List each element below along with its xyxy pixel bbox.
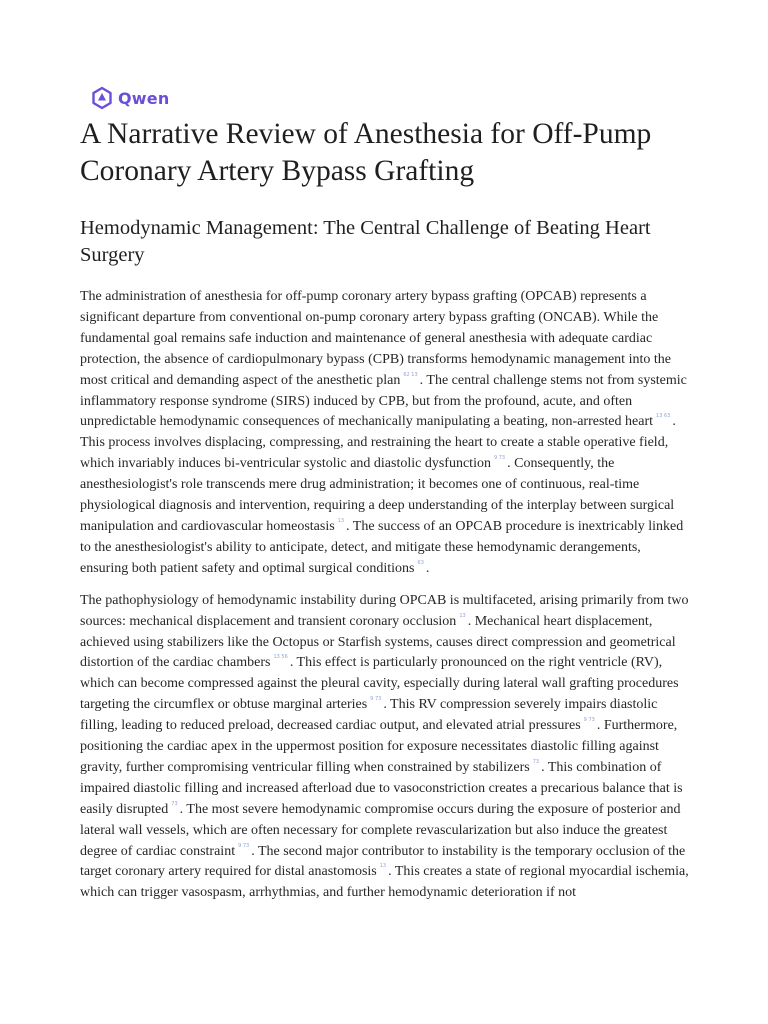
paragraph-text: . This creates a state of regional myocardial ischemia, which can trigger vasospasm, arrhythmias, and further hemodynamic deterioration if not (80, 864, 689, 901)
paragraphs-container (80, 287, 692, 904)
citation-marker[interactable]: 13 (337, 517, 345, 524)
paragraph-text: . The second major contributor to instability is the temporary occlusion of the target coronary artery required for distal anastomosis (80, 843, 686, 880)
paragraph-text: . Furthermore, positioning the cardiac apex in the uppermost position for exposure necessitates diastolic filling against gravity, further compromising ventricular filling when constrained by stabilizers (80, 718, 678, 775)
brand-name: Qwen (118, 88, 170, 108)
citation-marker[interactable]: 13 56 (273, 654, 288, 661)
citation-marker[interactable]: 13 (379, 863, 387, 870)
citation-marker[interactable]: 9 73 (238, 842, 250, 849)
paragraph-text: . This process involves displacing, compressing, and restraining the heart to create a stable operative field, which invariably induces bi-ventricular systolic and diastolic dysfunction (80, 414, 676, 472)
qwen-logo-icon (90, 86, 114, 110)
paragraph-text: . This RV compression severely impairs diastolic filling, leading to reduced preload, decreased cardiac output, and elevated atrial pressures (80, 697, 658, 734)
citation-marker[interactable]: 62 13 (403, 371, 418, 378)
citation-marker[interactable]: 9 73 (370, 696, 382, 703)
paragraph-text: The administration of anesthesia for off-pump coronary artery bypass grafting (OPCAB) represents a significant departure from conventional on-pump coronary artery bypass grafting (ONCAB). While the fundamental goal remains safe induction and maintenance of general anesthesia with adequate cardiac protection, the absence of cardiopulmonary bypass (CPB) transforms hemodynamic management into the most critical and demanding aspect of the anesthetic plan (80, 289, 671, 388)
citation-marker[interactable]: 63 (417, 559, 424, 566)
document-body (80, 116, 692, 915)
paragraph-text: . The success of an OPCAB procedure is inextricably linked to the anesthesiologist's ability to anticipate, detect, and mitigate these hemodynamic derangements, ensuring both patient safety and optimal surgical conditions (80, 518, 684, 576)
paragraph-text: . This combination of impaired diastolic filling and increased afterload due to vasoconstriction creates a precarious balance that is easily disrupted (80, 759, 683, 817)
citation-marker[interactable]: 9 73 (583, 717, 595, 724)
citation-marker[interactable]: 13 63 (656, 413, 671, 420)
paragraph-text: . Consequently, the anesthesiologist's role transcends mere drug administration; it becomes one of continuous, real-time physiological diagnosis and intervention, requiring a deep understanding of the interplay between surgical manipulation and cardiovascular homeostasis (80, 456, 675, 534)
paragraph-text: . The central challenge stems not from systemic inflammatory response syndrome (SIRS) induced by CPB, but from the profound, acute, and often unpredictable hemodynamic consequences of mechanically manipulating a beating, non-arrested heart (80, 372, 687, 430)
brand-logo (90, 86, 169, 110)
paragraph (80, 287, 692, 580)
paragraph-text: . The most severe hemodynamic compromise occurs during the exposure of posterior and lateral wall vessels, which are often necessary for complete revascularization but also induce the greatest degree of cardiac constraint (80, 801, 681, 859)
citation-marker[interactable]: 9 73 (493, 455, 506, 462)
document-title: A Narrative Review of Anesthesia for Off-Pump Coronary Artery Bypass Grafting (80, 118, 652, 187)
paragraph-text: . (425, 560, 430, 576)
paragraph (80, 591, 692, 905)
section-heading: Hemodynamic Management: The Central Challenge of Beating Heart Surgery (80, 217, 651, 266)
paragraph-text: . Mechanical heart displacement, achieved using stabilizers like the Octopus or Starfish systems, causes direct compression and geometrical distortion of the cardiac chambers (80, 613, 676, 671)
citation-marker[interactable]: 73 (171, 800, 178, 807)
paragraph-text: . This effect is particularly pronounced on the right ventricle (RV), which can become compressed against the pleural cavity, especially during lateral wall grafting procedures targeting the circumflex or obtuse marginal arteries (80, 655, 679, 713)
paragraph-text: The pathophysiology of hemodynamic instability during OPCAB is multifaceted, arising primarily from two sources: mechanical displacement and transient coronary occlusion (80, 592, 689, 629)
citation-marker[interactable]: 13 (459, 612, 466, 619)
citation-marker[interactable]: 73 (532, 758, 540, 765)
